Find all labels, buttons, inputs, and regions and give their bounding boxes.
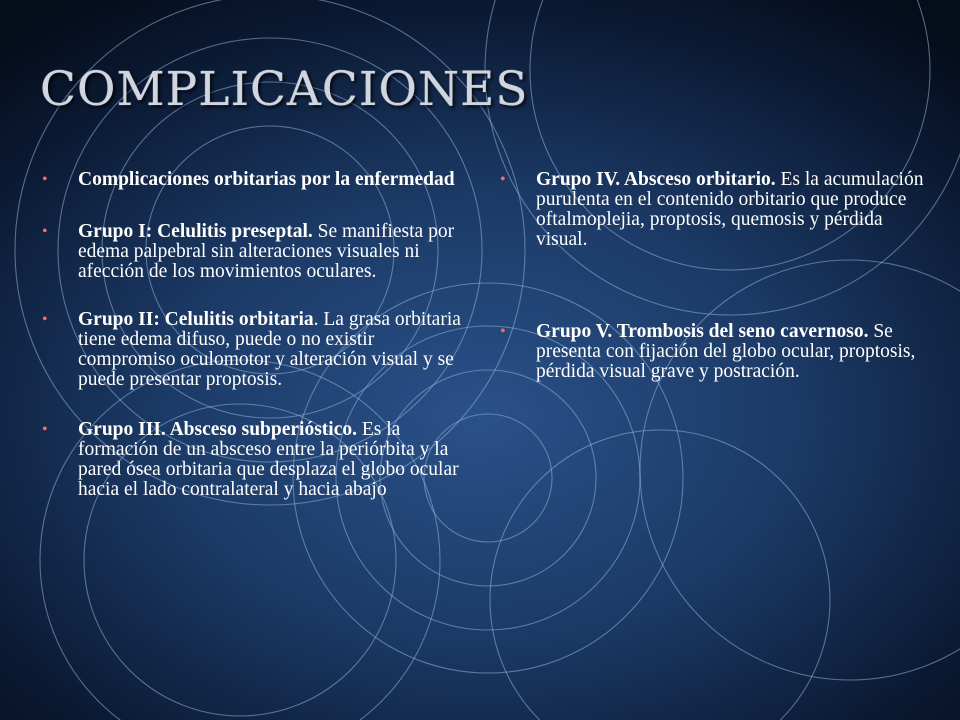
- bullet-icon: •: [42, 223, 48, 240]
- bullet-icon: •: [500, 171, 506, 188]
- right-bullet-list: [500, 170, 925, 382]
- item-lead: Grupo III. Absceso subperióstico.: [78, 419, 357, 440]
- item-text: . La grasa orbitaria tiene edema difuso, puede o no existir compromiso oculomotor y alteración visual y se puede presentar proptosis.: [78, 309, 461, 390]
- item-lead: Complicaciones orbitarias por la enfermedad: [78, 169, 455, 190]
- list-item: [42, 310, 462, 390]
- item-lead: Grupo IV. Absceso orbitario.: [536, 169, 776, 190]
- list-item: [500, 170, 925, 250]
- bullet-icon: •: [42, 421, 48, 438]
- slide-title: COMPLICACIONES: [40, 62, 529, 117]
- item-text: Se manifiesta por edema palpebral sin alteraciones visuales ni afección de los movimientos oculares.: [78, 221, 455, 282]
- item-text: Es la acumulación purulenta en el contenido orbitario que produce oftalmoplejia, proptosis, quemosis y pérdida visual.: [536, 169, 924, 250]
- item-text: Se presenta con fijación del globo ocular, proptosis, pérdida visual grave y postración.: [536, 321, 916, 382]
- list-item: [42, 170, 462, 190]
- item-lead: Grupo V. Trombosis del seno cavernoso.: [536, 321, 869, 342]
- item-lead: Grupo I: Celulitis preseptal.: [78, 221, 313, 242]
- left-bullet-list: [42, 170, 462, 500]
- item-lead: Grupo II: Celulitis orbitaria: [78, 309, 314, 330]
- bullet-icon: •: [42, 311, 48, 328]
- list-item: [42, 420, 462, 500]
- list-item: [42, 222, 462, 282]
- list-item: [500, 322, 925, 382]
- bullet-icon: •: [500, 323, 506, 340]
- bullet-icon: •: [42, 171, 48, 188]
- item-text: Es la formación de un absceso entre la periórbita y la pared ósea orbitaria que desplaza el globo ocular hacia el lado contralateral y hacia abajo: [78, 419, 459, 500]
